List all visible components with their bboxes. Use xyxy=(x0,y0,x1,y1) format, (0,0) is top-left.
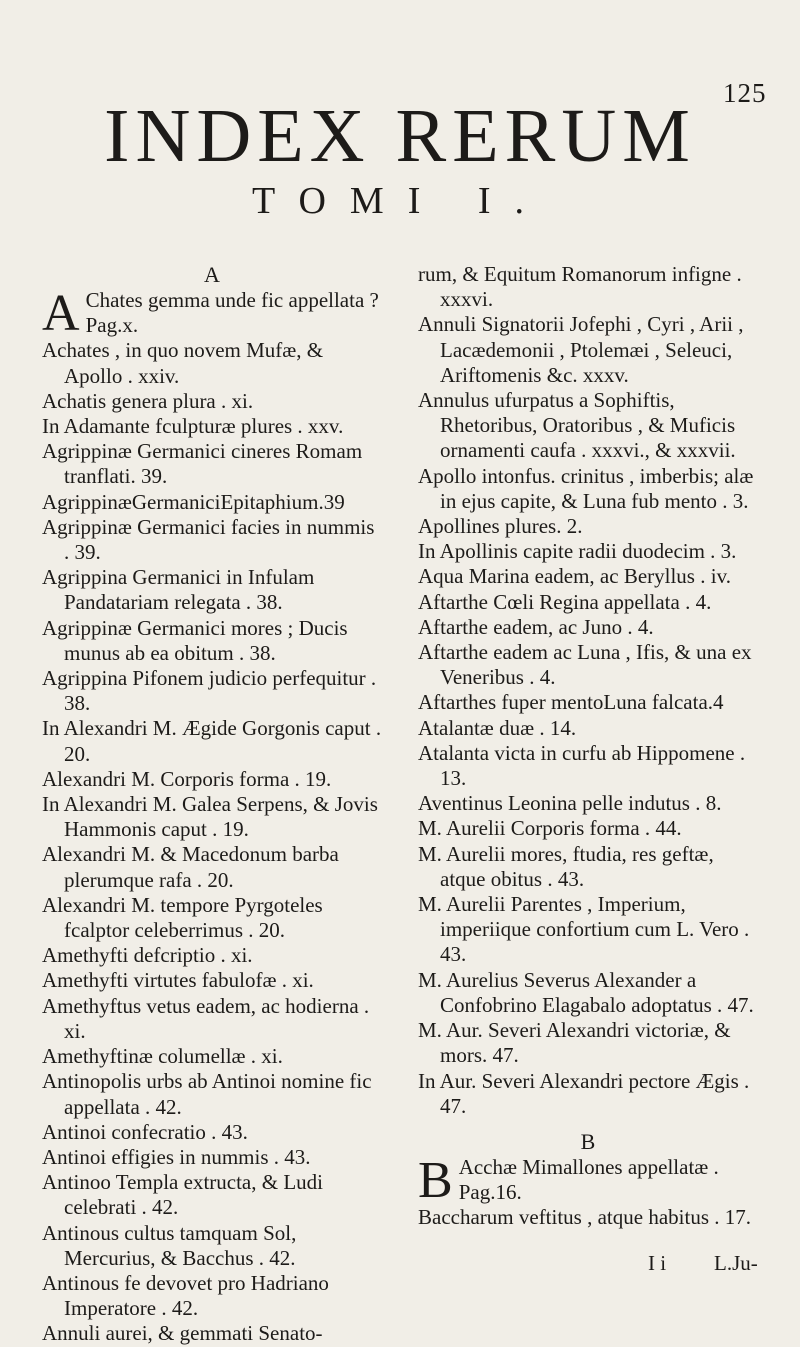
entry-text: Chates gemma unde fic appellata ? Pag.x. xyxy=(85,288,379,338)
index-entry: Annulus ufurpatus a Sophiftis, Rhetoribus, Oratoribus , & Muficis ornamenti caufa . xxxvi., & xxxvii. xyxy=(418,388,736,463)
index-entry: In Alexandri M. Ægide Gorgonis caput . 20. xyxy=(42,716,382,766)
index-entry: Baccharum veftitus , atque habitus . 17. xyxy=(418,1205,751,1230)
index-entry: Agrippinæ Germanici facies in nummis . 39. xyxy=(42,514,375,565)
index-entry: M. Aurelii Parentes , Imperium, imperiique confortium cum L. Vero . 43. xyxy=(418,892,750,967)
section-letter-b: B xyxy=(580,1128,596,1154)
index-entry: M. Aurelius Severus Alexander a Confobrino Elagabalo adoptatus . 47. xyxy=(418,967,754,1017)
index-entry: M. Aur. Severi Alexandri victoriæ, & mors. 47. xyxy=(418,1018,731,1068)
index-entry: Atalantæ duæ . 14. xyxy=(418,715,577,740)
left-column xyxy=(42,262,382,1347)
index-title: INDEX RERUM xyxy=(104,94,696,178)
index-entry-first xyxy=(42,285,382,342)
index-entry: In Apollinis capite radii duodecim . 3. xyxy=(418,539,737,564)
index-entry: In Adamante fculpturæ plures . xxv. xyxy=(42,414,344,439)
index-entry: M. Aurelii Corporis forma . 44. xyxy=(418,816,682,841)
index-entry: Alexandri M. tempore Pyrgoteles fcalptor celeberrimus . 20. xyxy=(42,892,323,943)
index-entry: Apollines plures. 2. xyxy=(418,514,583,539)
index-entry: Aftarthe Cœli Regina appellata . 4. xyxy=(418,589,712,614)
index-entry: Amethyfti virtutes fabulofæ . xi. xyxy=(42,968,314,993)
index-entry: Aftarthe eadem, ac Juno . 4. xyxy=(418,614,654,639)
index-entry: Amethyfti defcriptio . xi. xyxy=(42,943,253,968)
index-entry: Aventinus Leonina pelle indutus . 8. xyxy=(418,791,722,816)
index-entry: Annuli aurei, & gemmati Senato- xyxy=(42,1321,323,1346)
index-entry: Aftarthe eadem ac Luna , Ifis, & una ex Veneribus . 4. xyxy=(418,640,752,690)
signature-mark: I i xyxy=(648,1251,667,1275)
index-entry: Aftarthes fuper mentoLuna falcata.4 xyxy=(418,690,724,715)
index-entry: Agrippinæ Germanici mores ; Ducis munus ab ea obitum . 38. xyxy=(42,615,348,665)
entry-text: Acchæ Mimallones appellatæ . Pag.16. xyxy=(458,1154,719,1205)
index-entry: Apollo intonfus. crinitus , imberbis; alæ in ejus capite, & Luna fub mento . 3. xyxy=(418,463,754,513)
dropcap-b: B xyxy=(418,1151,453,1209)
index-entry: Alexandri M. & Macedonum barba plerumque rafa . 20. xyxy=(42,842,339,892)
index-entry: In Aur. Severi Alexandri pectore Ægis . 47. xyxy=(418,1068,750,1118)
index-entry: Antinoo Templa extructa, & Ludi celebrati . 42. xyxy=(42,1170,323,1220)
index-entry-first-b xyxy=(418,1151,758,1209)
dropcap-a: A xyxy=(42,285,80,342)
index-entry: Amethyftus vetus eadem, ac hodierna . xi. xyxy=(42,993,370,1043)
index-entry: Antinopolis urbs ab Antinoi nomine fic appellata . 42. xyxy=(42,1069,372,1119)
index-entry: Annuli Signatorii Jofephi , Cyri , Arii , Lacædemonii , Ptolemæi , Seleuci, Ariftomenis &c. xxxv. xyxy=(418,312,744,387)
index-entry: Achates , in quo novem Mufæ, & Apollo . xxiv. xyxy=(42,338,324,388)
index-entry: Amethyftinæ columellæ . xi. xyxy=(42,1044,283,1069)
index-entry: Achatis genera plura . xi. xyxy=(42,388,254,413)
index-entry: Antinoi confecratio . 43. xyxy=(42,1119,248,1144)
index-entry: Antinous fe devovet pro Hadriano Imperatore . 42. xyxy=(42,1270,329,1321)
index-entry: Aqua Marina eadem, ac Beryllus . iv. xyxy=(418,564,731,589)
index-entry: Antinoi effigies in nummis . 43. xyxy=(42,1144,311,1169)
index-entry-continued: rum, & Equitum Romanorum infigne . xxxvi. xyxy=(418,262,742,312)
index-entry: Alexandri M. Corporis forma . 19. xyxy=(42,766,332,791)
index-entry: Agrippina Germanici in Infulam Pandatariam relegata . 38. xyxy=(42,565,315,615)
index-entry: Agrippinæ Germanici cineres Romam tranflati. 39. xyxy=(42,439,363,489)
page-number: 125 xyxy=(723,78,767,108)
index-entry: Agrippina Pifonem judicio perfequitur . 38. xyxy=(42,666,377,716)
volume-subtitle: TOMI I. xyxy=(251,180,549,222)
right-column xyxy=(418,262,758,1231)
index-entry: Antinous cultus tamquam Sol, Mercurius, & Bacchus . 42. xyxy=(42,1220,297,1270)
index-entry: In Alexandri M. Galea Serpens, & Jovis Hammonis caput . 19. xyxy=(42,792,378,842)
section-letter-a: A xyxy=(204,262,220,287)
index-entry: AgrippinæGermaniciEpitaphium.39 xyxy=(42,489,345,514)
catchword: L.Ju- xyxy=(714,1251,758,1275)
index-entry: M. Aurelii mores, ftudia, res geftæ, atque obitus . 43. xyxy=(418,841,714,891)
index-entry: Atalanta victa in curfu ab Hippomene . 13. xyxy=(418,740,746,791)
